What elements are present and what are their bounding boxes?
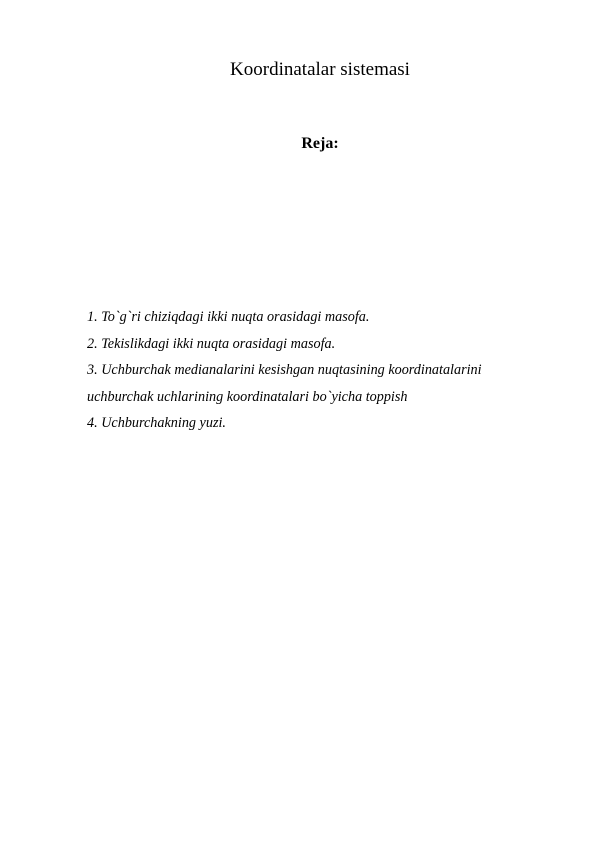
plan-item: 4. Uchburchakning yuzi. [87, 415, 226, 431]
plan-item: 1. To`g`ri chiziqdagi ikki nuqta orasidagi masofa. [87, 309, 370, 325]
plan-item-continuation: uchburchak uchlarining koordinatalari bo`yicha toppish [87, 388, 408, 405]
plan-item: 2. Tekislikdagi ikki nuqta orasidagi masofa. [87, 335, 336, 352]
plan-item: 3. Uchburchak medianalarini kesishgan nuqtasining koordinatalarini [87, 362, 482, 378]
plan-list [87, 304, 557, 437]
plan-heading: Reja: [301, 135, 339, 152]
document-title: Koordinatalar sistemasi [230, 59, 410, 80]
